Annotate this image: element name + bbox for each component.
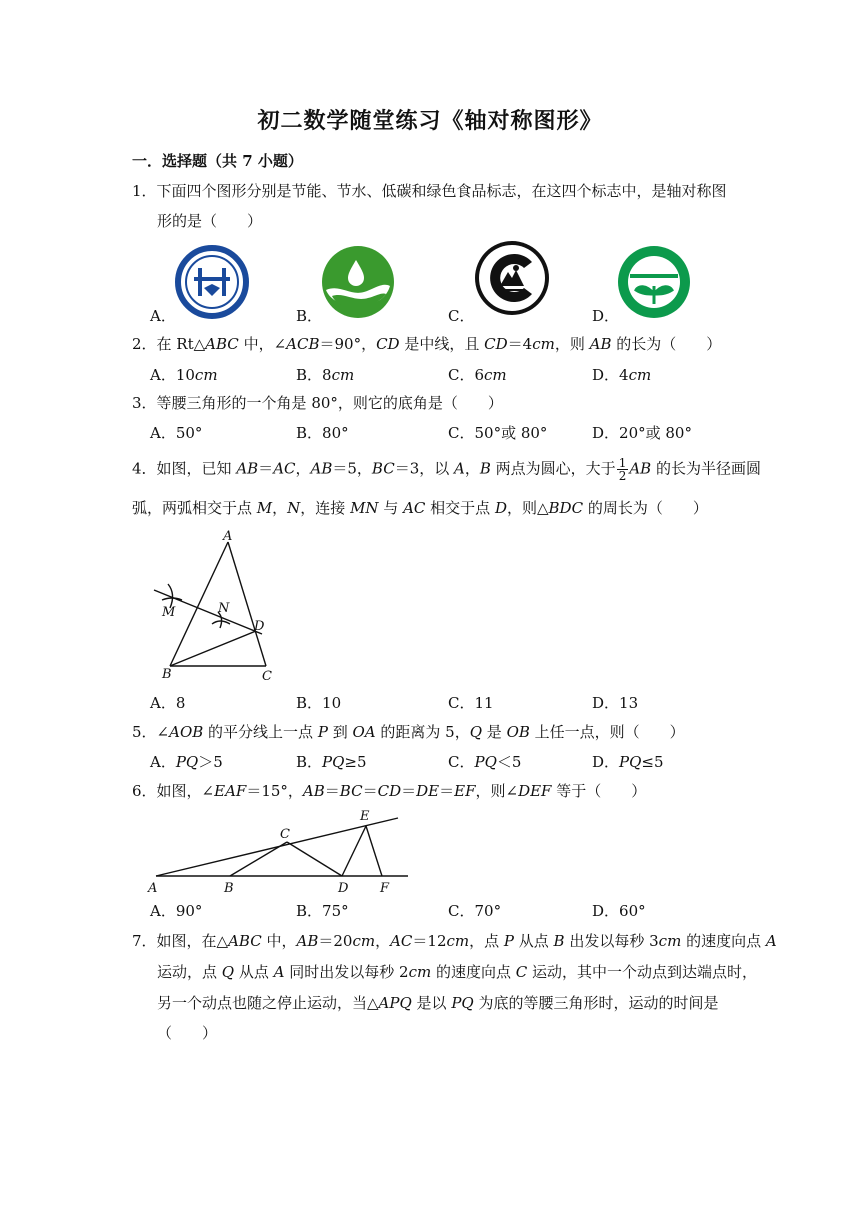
fraction-one-half: $\frac{1}{2}$: [618, 456, 627, 483]
question-6-option-a[interactable]: A．90°: [150, 902, 203, 920]
question-4-option-c[interactable]: C．11: [448, 694, 494, 712]
question-7-line-4: （ ）: [157, 1024, 218, 1042]
page-title: 初二数学随堂练习《轴对称图形》: [257, 108, 603, 134]
question-6-option-d[interactable]: D．60°: [592, 902, 646, 920]
label-n: N: [218, 601, 230, 616]
question-5-option-a[interactable]: A．PQ＞5: [150, 753, 223, 771]
question-2-option-b[interactable]: B．8cm: [296, 366, 355, 384]
green-food-logo: [616, 244, 692, 320]
section-heading: 一．选择题（共 7 小题）: [132, 152, 303, 170]
question-6-stem: 6．如图，∠EAF＝15°，AB＝BC＝CD＝DE＝EF，则∠DEF 等于（ ）: [132, 782, 647, 800]
label-f: F: [380, 881, 390, 896]
question-3-option-d[interactable]: D．20°或 80°: [592, 424, 692, 442]
question-4-option-b[interactable]: B．10: [296, 694, 342, 712]
segment-bc: [230, 842, 287, 876]
question-6-option-c[interactable]: C．70°: [448, 902, 502, 920]
label-b: B: [162, 667, 172, 682]
water-saving-logo: [320, 244, 396, 320]
question-1-option-c[interactable]: C．: [448, 307, 475, 325]
label-d: D: [254, 619, 265, 634]
question-3-stem: 3．等腰三角形的一个角是 80°，则它的底角是（ ）: [132, 394, 503, 412]
ray-ae: [156, 818, 398, 876]
question-6-option-b[interactable]: B．75°: [296, 902, 349, 920]
question-2-option-d[interactable]: D．4cm: [592, 366, 652, 384]
question-4-line-2: 弧，两弧相交于点 M，N，连接 MN 与 AC 相交于点 D，则△BDC 的周长为（ ）: [132, 499, 708, 517]
question-3-option-b[interactable]: B．80°: [296, 424, 349, 442]
question-2-option-c[interactable]: C．6cm: [448, 366, 507, 384]
low-carbon-logo: [474, 240, 550, 316]
question-7-line-3: 另一个动点也随之停止运动，当△APQ 是以 PQ 为底的等腰三角形时，运动的时间是: [157, 994, 719, 1012]
question-5-stem: 5．∠AOB 的平分线上一点 P 到 OA 的距离为 5，Q 是 OB 上任一点，则（ ）: [132, 723, 685, 741]
segment-bd: [170, 631, 256, 666]
label-e: E: [360, 809, 370, 824]
question-3-option-c[interactable]: C．50°或 80°: [448, 424, 548, 442]
label-a: A: [223, 529, 233, 544]
question-4-figure: [140, 528, 290, 684]
question-2-option-a[interactable]: A．10cm: [150, 366, 218, 384]
question-4-line-1: 4．如图，已知 AB＝AC，AB＝5，BC＝3，以 A，B 两点为圆心，大于 $\frac{1}{2}$ AB 的长为半径画圆: [132, 456, 761, 483]
segment-de: [342, 826, 366, 876]
question-5-option-d[interactable]: D．PQ≤5: [592, 753, 664, 771]
question-1-option-a[interactable]: A．: [150, 307, 176, 325]
label-m: M: [162, 605, 176, 620]
label-c: C: [262, 669, 272, 684]
segment-cd: [287, 842, 342, 876]
question-1-option-b[interactable]: B．: [296, 307, 323, 325]
question-3-option-a[interactable]: A．50°: [150, 424, 203, 442]
question-1-option-d[interactable]: D．: [592, 307, 620, 325]
label-c: C: [280, 827, 290, 842]
question-5-option-b[interactable]: B．PQ≥5: [296, 753, 367, 771]
question-4-option-d[interactable]: D．13: [592, 694, 639, 712]
question-1-line-1: 1．下面四个图形分别是节能、节水、低碳和绿色食品标志，在这四个标志中，是轴对称图: [132, 182, 727, 200]
segment-ef: [366, 826, 382, 876]
question-7-line-1: 7．如图，在△ABC 中，AB＝20cm，AC＝12cm，点 P 从点 B 出发以每秒 3cm 的速度向点 A: [132, 932, 777, 950]
question-2-stem: 2．在 Rt△ABC 中，∠ACB＝90°，CD 是中线，且 CD＝4cm，则 AB 的长为（ ）: [132, 335, 722, 353]
question-5-option-c[interactable]: C．PQ＜5: [448, 753, 522, 771]
segment-ac: [228, 542, 266, 666]
label-a: A: [148, 881, 158, 896]
label-b: B: [224, 881, 234, 896]
question-6-figure: [146, 804, 412, 894]
question-1-line-2: 形的是（ ）: [157, 212, 263, 230]
label-d: D: [338, 881, 349, 896]
question-7-line-2: 运动，点 Q 从点 A 同时出发以每秒 2cm 的速度向点 C 运动，其中一个动点到达端点时，: [157, 963, 758, 981]
question-4-option-a[interactable]: A．8: [150, 694, 186, 712]
energy-saving-logo: [174, 244, 250, 320]
